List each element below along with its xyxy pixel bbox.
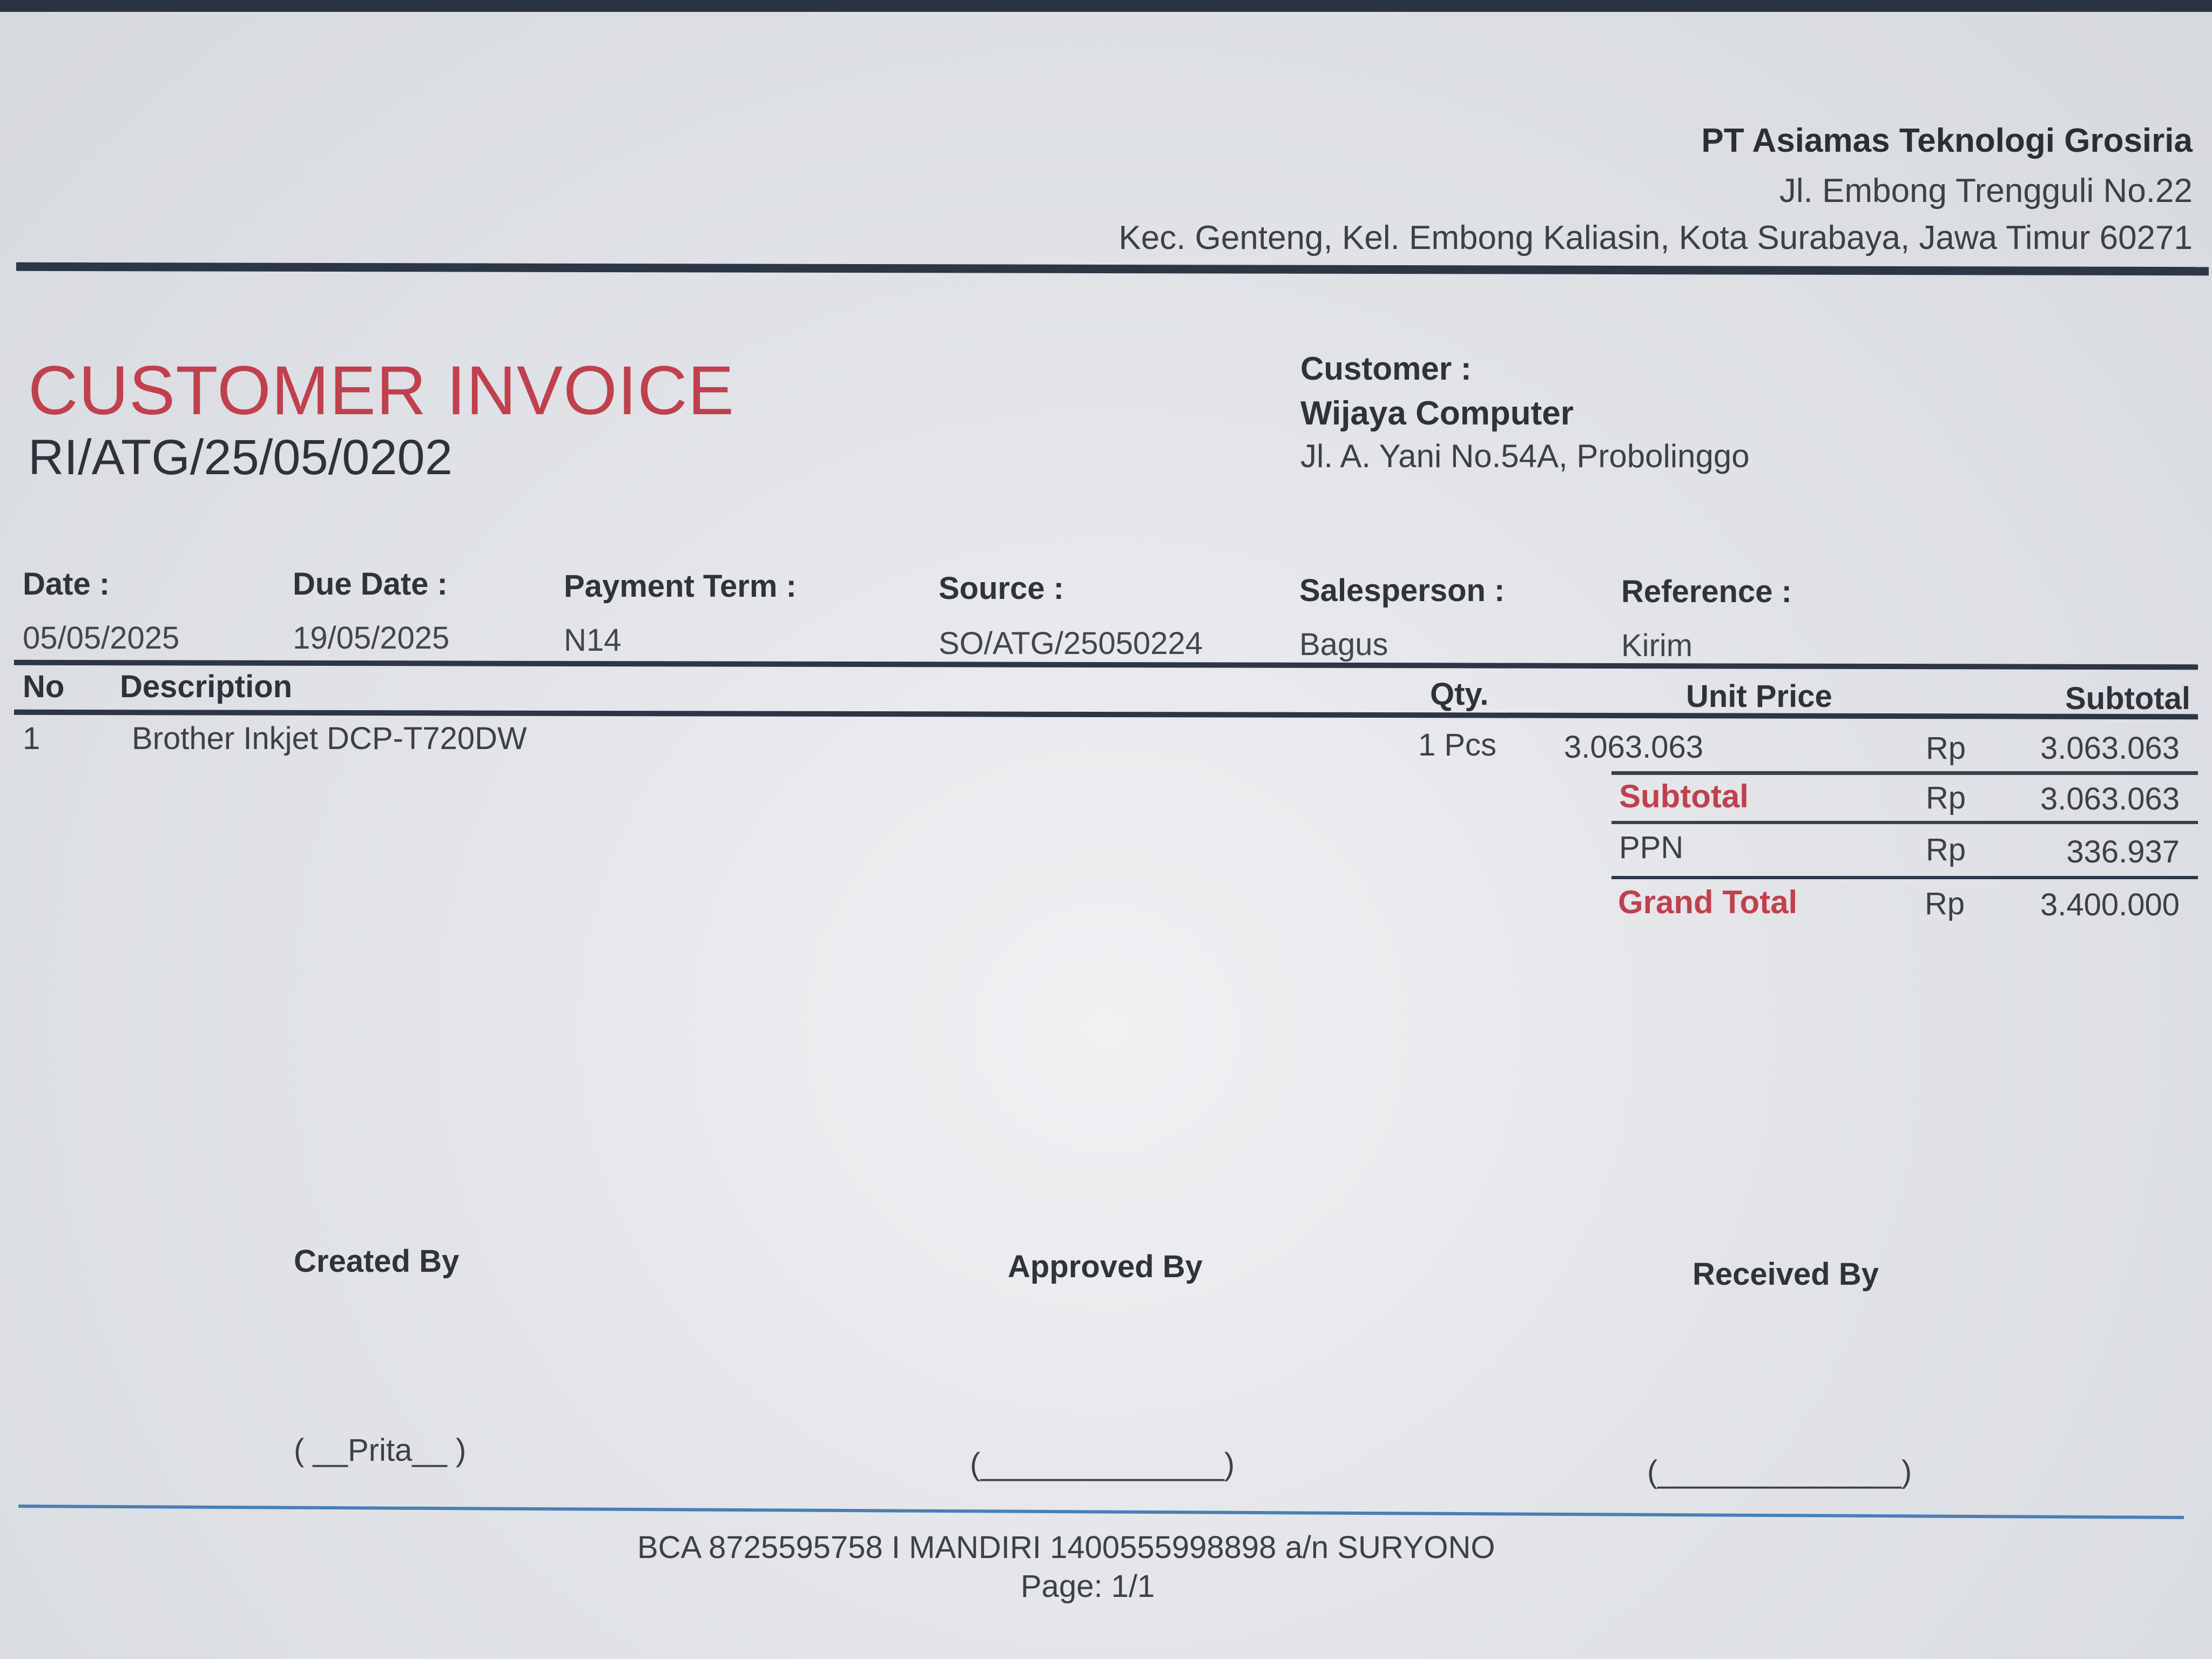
invoice-title: CUSTOMER INVOICE [28,352,734,429]
source-label: Source : [939,571,1064,606]
subtotal-label: Subtotal [1619,778,1749,814]
grand-total-currency: Rp [1925,886,1965,921]
due-date-value: 19/05/2025 [293,621,450,656]
col-header-unit-price: Unit Price [1686,679,1832,714]
created-by-label: Created By [294,1244,460,1279]
row-currency: Rp [1926,731,1966,766]
header-divider [16,262,2209,276]
row-description: Brother Inkjet DCP-T720DW [132,721,527,756]
tax-currency: Rp [1926,832,1966,867]
col-header-description: Description [120,669,293,704]
customer-address: Jl. A. Yani No.54A, Probolinggo [1300,438,1750,474]
invoice-number: RI/ATG/25/05/0202 [28,430,453,485]
company-name: PT Asiamas Teknologi Grosiria [1701,122,2193,159]
totals-rule-1 [1611,771,2198,775]
row-no: 1 [23,721,41,756]
received-by-label: Received By [1692,1257,1879,1292]
row-unit-price: 3.063.063 [1563,730,1703,765]
page-number: Page: 1/1 [1021,1569,1155,1604]
source-value: SO/ATG/25050224 [939,626,1203,661]
grand-total-value: 3.400.000 [2040,887,2180,922]
grand-total-label: Grand Total [1618,884,1798,920]
payment-term-value: N14 [564,623,622,658]
tax-value: 336.937 [2066,834,2180,869]
approved-by-signature-line: (______________) [970,1447,1235,1482]
reference-value: Kirim [1621,628,1693,663]
col-header-qty: Qty. [1430,677,1489,712]
table-header-rule [14,710,2198,719]
subtotal-value: 3.063.063 [2040,781,2180,817]
totals-rule-2 [1611,821,2198,824]
totals-rule-3 [1611,876,2198,879]
approved-by-label: Approved By [1008,1249,1203,1284]
date-value: 05/05/2025 [23,621,180,656]
payment-term-label: Payment Term : [564,569,797,604]
customer-label: Customer : [1300,350,1472,387]
customer-name: Wijaya Computer [1300,395,1574,432]
screen-top-edge [0,0,2212,12]
footer-divider [18,1505,2184,1519]
col-header-no: No [23,669,65,704]
created-by-name: ( __Prita__ ) [294,1433,467,1468]
company-address-line2: Kec. Genteng, Kel. Embong Kaliasin, Kota Surabaya, Jawa Timur 60271 [1118,219,2193,257]
company-address-line1: Jl. Embong Trengguli No.22 [1779,172,2193,210]
date-label: Date : [23,567,110,602]
due-date-label: Due Date : [293,567,448,602]
tax-label: PPN [1619,830,1684,865]
row-subtotal: 3.063.063 [2040,731,2180,766]
col-header-subtotal: Subtotal [2065,681,2190,716]
received-by-signature-line: (______________) [1647,1454,1912,1489]
salesperson-label: Salesperson : [1299,573,1505,608]
reference-label: Reference : [1621,574,1792,609]
subtotal-currency: Rp [1926,780,1966,815]
bank-accounts: BCA 8725595758 I MANDIRI 1400555998898 a/n SURYONO [637,1530,1495,1565]
salesperson-value: Bagus [1299,627,1388,662]
row-qty: 1 Pcs [1418,727,1497,763]
